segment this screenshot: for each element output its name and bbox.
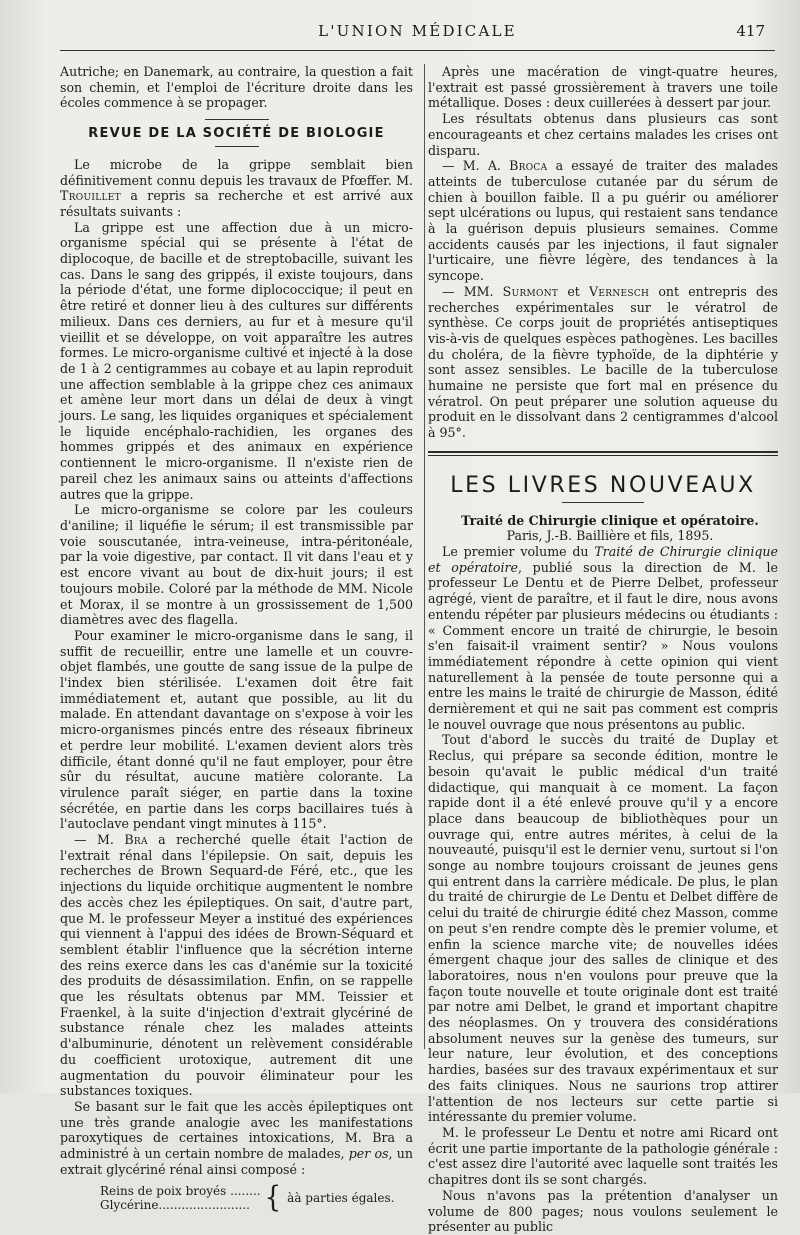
paragraph: La grippe est une affection due à un micro-organisme spécial qui se présente à l'état de diplocoque, de bacille et de streptobacille, suivant les cas. Dans le sang des grippés, il existe toujours, dans la période d'état, une forme diplococcique; il peut en être retiré et donner lieu à des cultures sur différents milieux. Dans ces derniers, au fur et à mesure qu'il vieillit et se développe, on voit apparaître les autres formes. Le micro-organisme cultivé et injecté à la dose de 1 à 2 centigrammes au cobaye et au lapin reproduit une affection semblable à la grippe chez ces animaux et amène leur mort dans un délai de deux à vingt jours. Le sang, les liquides organiques et spécialement le liquide encéphalo-rachidien, les organes des hommes grippés et des animaux en expérience contiennent le micro-organisme. Il n'existe rien de pareil chez les animaux sains ou atteints d'affections autres que la grippe. xyxy=(60,219,413,502)
paragraph: Le premier volume du Traité de Chirurgie clinique et opératoire, publié sous la direction de M. le professeur Le Dentu et de Pierre Delbet, professeur agrégé, vient de paraître, et il faut le dire, nous avons entendu répéter par plusieurs médecins ou étudiants : « Comment encore un traité de chirurgie, le besoin s'en faisait-il vraiment sentir? » Nous voulons immédiatement répondre à cette opinion qui vient naturellement à la pensée de toute personne qui a entre les mains le traité de chirurgie de Masson, édité dernièrement et qui ne sait pas comment est compris le nouvel ouvrage que nous présentons au public. xyxy=(428,543,778,732)
recipe-quantity: àà parties égales. xyxy=(287,1190,395,1205)
right-column xyxy=(428,64,778,1235)
paragraph: Se basant sur le fait que les accès épileptiques ont une très grande analogie avec les manifestations paroxytiques de certaines intoxications, M. Bra a administré à un certain nombre de malades, per os, un extrait glycériné rénal ainsi composé : xyxy=(60,1099,413,1177)
paragraph: — M. A. Broca a essayé de traiter des malades atteints de tuberculose cutanée par du sérum de chien à bouillon faible. Il a pu guérir ou améliorer sept ulcérations ou lupus, qui restaient sans tendance à la guérison depuis plusieurs semaines. Comme accidents causés par les injections, il faut signaler l'urticaire, une fièvre légère, des tendances à la syncope. xyxy=(428,158,778,284)
author-name: Bra xyxy=(124,832,148,848)
book-publisher: Paris, J.-B. Baillière et fils, 1895. xyxy=(506,528,714,544)
paragraph: Tout d'abord le succès du traité de Duplay et Reclus, qui prépare sa seconde édition, montre le besoin qu'avait le public médical d'un traité didactique, qui manquait à ce moment. La façon rapide dont il a été enlevé prouve qu'il y a encore place dans beaucoup de bibliothèques pour un ouvrage qui, entre autres mérites, à celui de la nouveauté, puisqu'il est le dernier venu, surtout si l'on songe au nombre toujours croissant de jeunes gens qui entrent dans la carrière médicale. De plus, le plan du traité de chirurgie de Le Dentu et Delbet diffère de celui du traité de chirurgie édité chez Masson, comme on peut s'en rendre compte dès le premier volume, et enfin la science marche vite; de nouvelles idées émergent chaque jour des salles de clinique et des laboratoires, nous n'en voulons pour preuve que la façon toute nouvelle et toute originale dont est traité par notre ami Delbet, le grand et important chapitre des néoplasmes. On y trouvera des considérations absolument neuves sur la genèse des tumeurs, sur leur nature, leur évolution, et des conceptions hardies, basées sur des travaux expérimentaux et sur des faits cliniques. Nous ne saurions trop attirer l'attention de nos lecteurs sur cette partie si intéressante du premier volume. xyxy=(428,732,778,1125)
paragraph: Le micro-organisme se colore par les couleurs d'aniline; il liquéfie le sérum; il est transmissible par voie souscutanée, intra-veineuse, intra-péritonéale, par la voie digestive, par contact. Il vit dans l'eau et y est encore vivant au bout de dix-huit jours; il est toujours mobile. Coloré par la méthode de MM. Nicole et Morax, il se montre à un grossissement de 1,500 diamètres avec des flagella. xyxy=(60,502,413,628)
book-title: Traité de Chirurgie clinique et opératoire. xyxy=(461,512,759,528)
brace-glyph: { xyxy=(264,1181,282,1215)
author-name: Vernesch xyxy=(589,283,650,299)
paragraph: M. le professeur Le Dentu et notre ami Ricard ont écrit une partie importante de la pathologie générale : c'est assez dire l'autorité avec laquelle sont traités les chapitres dont ils se sont chargés. xyxy=(428,1125,778,1188)
section-title-biologie: REVUE DE LA SOCIÉTÉ DE BIOLOGIE xyxy=(88,126,385,142)
recipe-formula xyxy=(60,1181,413,1215)
column-divider xyxy=(424,64,425,1049)
journal-title: L'UNION MÉDICALE xyxy=(318,22,517,40)
paragraph: Après une macération de vingt-quatre heures, l'extrait est passé grossièrement à travers une toile métallique. Doses : deux cuillerées à dessert par jour. xyxy=(428,64,778,111)
paragraph: Nous n'avons pas la prétention d'analyser un volume de 800 pages; nous voulons seulement le présenter au public xyxy=(428,1187,778,1235)
section-rule-top xyxy=(205,119,269,120)
recipe-line: Reins de poix broyés ........ xyxy=(100,1183,261,1198)
paragraph: Le microbe de la grippe semblait bien définitivement connu depuis les travaux de Pfœffer. M. Trouillet a repris sa recherche et est arrivé aux résultats suivants : xyxy=(60,156,413,219)
paragraph: — MM. Surmont et Vernesch ont entrepris des recherches expérimentales sur le vératrol de synthèse. Ce corps jouit de propriétés antiseptiques vis-à-vis de quelques espèces pathogènes. Les bacilles du choléra, de la fièvre typhoïde, de la diphtérie y sont assez sensibles. Le bacille de la tuberculose humaine ne persiste que fort mal en présence du vératrol. On peut préparer une solution aqueuse du produit en le dissolvant dans 2 centigrammes d'alcool à 95°. xyxy=(428,283,778,441)
left-column xyxy=(60,64,413,1215)
author-name: Broca xyxy=(509,158,548,174)
paragraph: Les résultats obtenus dans plusieurs cas sont encourageants et chez certains malades les crises ont disparu. xyxy=(428,111,778,158)
running-header xyxy=(60,20,775,42)
intro-paragraph: Autriche; en Danemark, au contraire, la question a fait son chemin, et l'emploi de l'écriture droite dans les écoles commence à se propager. xyxy=(60,64,413,111)
paragraph: — M. Bra a recherché quelle était l'action de l'extrait rénal dans l'épilepsie. On sait, depuis les recherches de Brown Sequard-de Féré, etc., que les injections du liquide orchitique augmentent le nombre des accès chez les épileptiques. On sait, d'autre part, que M. le professeur Meyer a institué des expériences qui viennent à l'appui des idées de Brown-Séquard et semblent établir l'influence que la sécrétion interne des reins exerce dans les cas d'anémie sur la toxicité des produits de désassimilation. Enfin, on se rappelle que les résultats obtenus par MM. Teissier et Fraenkel, à la suite d'injection d'extrait glycériné de substance rénale chez les malades atteints d'albuminurie, dénotent un relèvement considérable du coefficient urotoxique, autrement dit une augmentation du pouvoir éliminateur pour les substances toxiques. xyxy=(60,832,413,1099)
header-rule xyxy=(60,50,775,51)
recipe-line: Glycérine........................ xyxy=(100,1197,250,1212)
section-title-livres: LES LIVRES NOUVEAUX xyxy=(450,472,756,498)
section-rule-bottom xyxy=(215,146,259,147)
section-rule xyxy=(562,502,644,503)
page-number: 417 xyxy=(736,22,765,40)
author-name: Surmont xyxy=(502,283,559,299)
author-name: Trouillet xyxy=(60,188,121,204)
double-rule xyxy=(428,451,778,456)
paragraph: Pour examiner le micro-organisme dans le sang, il suffit de recueillir, entre une lamelle et un couvre-objet flambés, une goutte de sang issue de la pulpe de l'index bien stérilisée. L'examen doit être fait immédiatement et, autant que possible, au lit du malade. En attendant davantage on s'expose à voir les micro-organismes pincés entre des réseaux fibrineux et perdre leur mobilité. L'examen devient alors très difficile, étant donné qu'il ne faut employer, pour être sûr du résultat, aucune matière colorante. La virulence paraît siéger, en partie dans la toxine sécrétée, en partie dans les corps bacillaires tués à l'autoclave pendant vingt minutes à 115°. xyxy=(60,627,413,832)
